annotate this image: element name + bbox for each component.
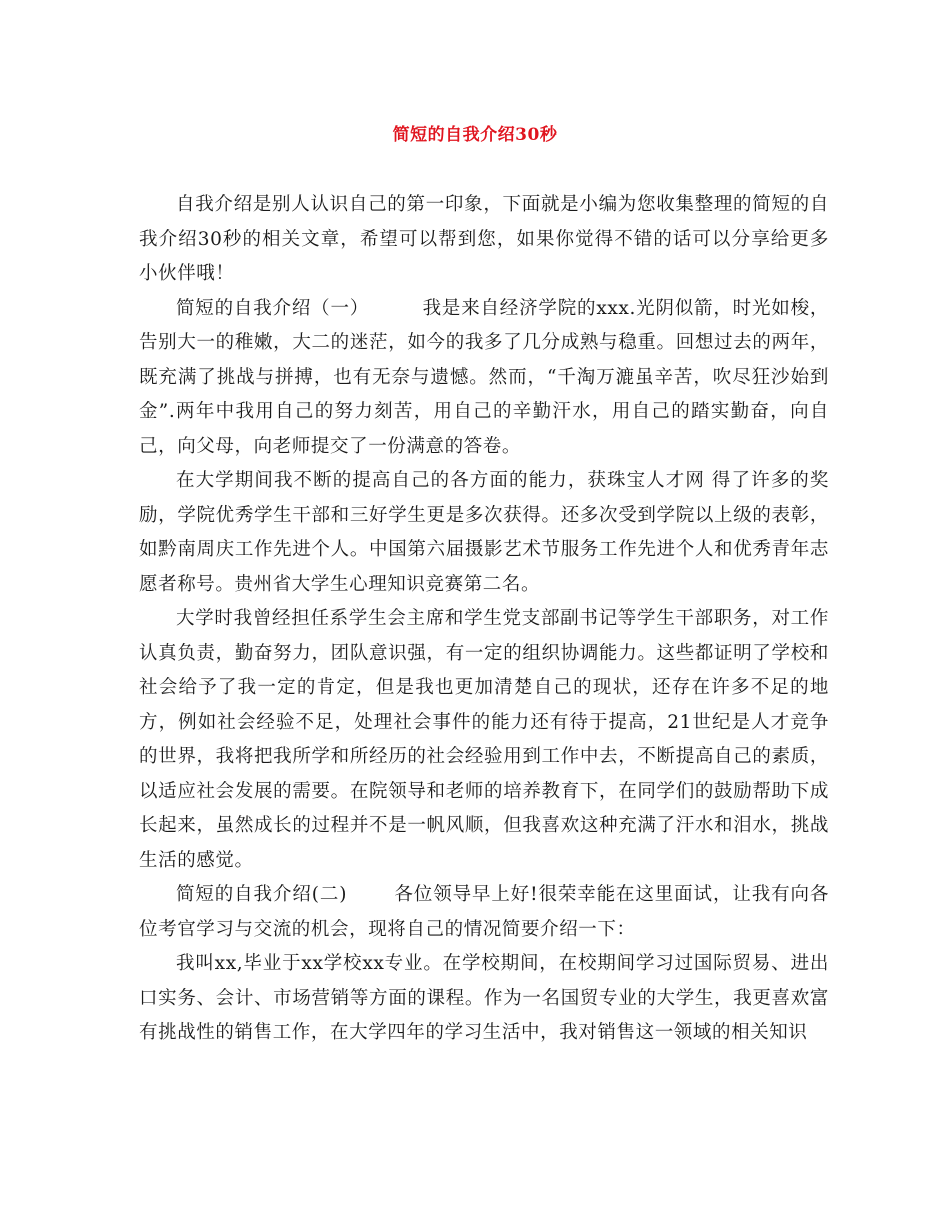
paragraph-background: 我叫xx,毕业于xx学校xx专业。在学校期间，在校期间学习过国际贸易、进出口实务、会计、市场营销等方面的课程。作为一名国贸专业的大学生，我更喜欢富有挑战性的销售工作，在大学四年的学习生活中，我对销售这一领域的相关知识	[139, 953, 829, 1043]
paragraph-intro: 自我介绍是别人认识自己的第一印象，下面就是小编为您收集整理的简短的自我介绍30秒的相关文章，希望可以帮到您，如果你觉得不错的话可以分享给更多小伙伴哦！	[139, 194, 829, 284]
paragraph-intro-one: 简短的自我介绍（一） 我是来自经济学院的xxx.光阴似箭，时光如梭，告别大一的稚嫩，大二的迷茫，如今的我多了几分成熟与稳重。回想过去的两年，既充满了挑战与拼搏，也有无奈与遗憾。然而，“千淘万漉虽辛苦，吹尽狂沙始到金”.两年中我用自己的努力刻苦，用自己的辛勤汗水，用自己的踏实勤奋，向自己，向父母，向老师提交了一份满意的答卷。	[139, 297, 829, 457]
document-body	[139, 188, 829, 1051]
paragraph-intro-two: 简短的自我介绍(二) 各位领导早上好!很荣幸能在这里面试，让我有向各位考官学习与交流的机会，现将自己的情况简要介绍一下：	[139, 884, 829, 940]
paragraph-student-leader: 大学时我曾经担任系学生会主席和学生党支部副书记等学生干部职务，对工作认真负责，勤奋努力，团队意识强，有一定的组织协调能力。这些都证明了学校和社会给予了我一定的肯定，但是我也更加清楚自己的现状，还存在许多不足的地方，例如社会经验不足，处理社会事件的能力还有待于提高，21世纪是人才竞争的世界，我将把我所学和所经历的社会经验用到工作中去，不断提高自己的素质，以适应社会发展的需要。在院领导和老师的培养教育下，在同学们的鼓励帮助下成长起来，虽然成长的过程并不是一帆风顺，但我喜欢这种充满了汗水和泪水，挑战生活的感觉。	[139, 608, 829, 871]
paragraph-awards: 在大学期间我不断的提高自己的各方面的能力，获珠宝人才网 得了许多的奖励，学院优秀学生干部和三好学生更是多次获得。还多次受到学院以上级的表彰，如黔南周庆工作先进个人。中国第六届摄影艺术节服务工作先进个人和优秀青年志愿者称号。贵州省大学生心理知识竞赛第二名。	[139, 470, 829, 595]
document-title: 简短的自我介绍30秒	[392, 125, 558, 145]
